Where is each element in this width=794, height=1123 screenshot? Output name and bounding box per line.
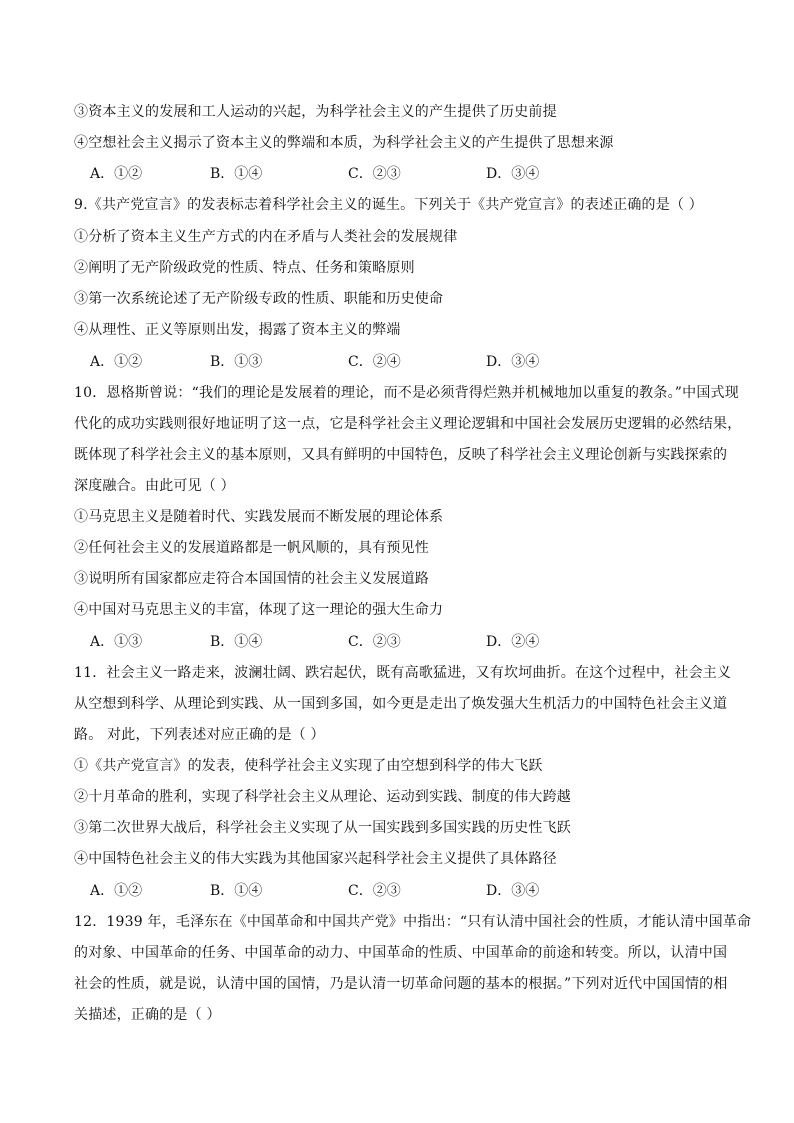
- option-b: B．①④: [210, 883, 263, 899]
- answer-options: [90, 632, 710, 652]
- answer-options: [90, 881, 710, 901]
- choice-item: ③第二次世界大战后，科学社会主义实现了从一国实践到多国实践的历史性飞跃: [74, 820, 571, 836]
- option-d: D．③④: [486, 354, 540, 370]
- choice-item: ④中国对马克思主义的丰富，体现了这一理论的强大生命力: [74, 602, 444, 618]
- question-stem: 社会的性质，就是说，认清中国的国情，乃是认清一切革命问题的基本的根据。”下列对近代中国国情的相: [74, 976, 728, 992]
- choice-item: ①马克思主义是随着时代、实践发展而不断发展的理论体系: [74, 509, 444, 525]
- question-stem: 9.《共产党宣言》的发表标志着科学社会主义的诞生。下列关于《共产党宣言》的表述正确的是（ ）: [74, 197, 704, 213]
- question-stem: 深度融合。由此可见（ ）: [74, 478, 235, 494]
- choice-item: ①《共产党宣言》的发表，使科学社会主义实现了由空想到科学的伟大飞跃: [74, 758, 543, 774]
- choice-item: ③说明所有国家都应走符合本国国情的社会主义发展道路: [74, 571, 429, 587]
- option-a: A．①②: [90, 354, 143, 370]
- choice-item: ④从理性、正义等原则出发，揭露了资本主义的弊端: [74, 322, 401, 338]
- question-stem: 路。 对此，下列表述对应正确的是（ ）: [74, 727, 325, 743]
- answer-options: [90, 164, 710, 184]
- option-d: D．③④: [486, 166, 540, 182]
- option-c: C．②③: [348, 166, 401, 182]
- choice-item: ③第一次系统论述了无产阶级专政的性质、职能和历史使命: [74, 291, 444, 307]
- choice-item: ④中国特色社会主义的伟大实践为其他国家兴起科学社会主义提供了具体路径: [74, 851, 557, 867]
- question-stem: 代化的成功实践则很好地证明了这一点，它是科学社会主义理论逻辑和中国社会发展历史逻辑的必然结果，: [74, 416, 742, 432]
- question-stem: 12．1939 年，毛泽东在《中国革命和中国共产党》中指出：“只有认清中国社会的性质，才能认清中国革命: [74, 914, 752, 930]
- option-d: D．②④: [486, 634, 540, 650]
- question-stem: 11．社会主义一路走来，波澜壮阔、跌宕起伏，既有高歌猛进，又有坎坷曲折。在这个过程中，社会主义: [74, 665, 732, 681]
- choice-item: ④空想社会主义揭示了资本主义的弊端和本质，为科学社会主义的产生提供了思想来源: [74, 135, 614, 151]
- option-c: C．②③: [348, 883, 401, 899]
- choice-item: ②任何社会主义的发展道路都是一帆风顺的，具有预见性: [74, 540, 429, 556]
- question-stem: 10．恩格斯曾说：“我们的理论是发展着的理论，而不是必须背得烂熟并机械地加以重复的教条。”中国式现: [74, 385, 739, 401]
- option-c: C．②④: [348, 354, 401, 370]
- question-stem: 关描述，正确的是（ ）: [74, 1007, 221, 1023]
- option-c: C．②③: [348, 634, 401, 650]
- option-b: B．①④: [210, 166, 263, 182]
- choice-item: ②阐明了无产阶级政党的性质、特点、任务和策略原则: [74, 260, 415, 276]
- option-b: B．①④: [210, 634, 263, 650]
- option-a: A．①③: [90, 634, 143, 650]
- option-a: A．①②: [90, 166, 143, 182]
- option-b: B．①③: [210, 354, 263, 370]
- question-stem: 的对象、中国革命的任务、中国革命的动力、中国革命的性质、中国革命的前途和转变。所以，认清中国: [74, 945, 728, 961]
- question-stem: 既体现了科学社会主义的基本原则，又具有鲜明的中国特色，反映了科学社会主义理论创新与实践探索的: [74, 447, 728, 463]
- option-a: A．①②: [90, 883, 143, 899]
- choice-item: ①分析了资本主义生产方式的内在矛盾与人类社会的发展规律: [74, 229, 458, 245]
- question-stem: 从空想到科学、从理论到实践、从一国到多国，如今更是走出了焕发强大生机活力的中国特色社会主义道: [74, 696, 728, 712]
- option-d: D．③④: [486, 883, 540, 899]
- answer-options: [90, 352, 710, 372]
- choice-item: ③资本主义的发展和工人运动的兴起，为科学社会主义的产生提供了历史前提: [74, 104, 557, 120]
- choice-item: ②十月革命的胜利，实现了科学社会主义从理论、运动到实践、制度的伟大跨越: [74, 789, 571, 805]
